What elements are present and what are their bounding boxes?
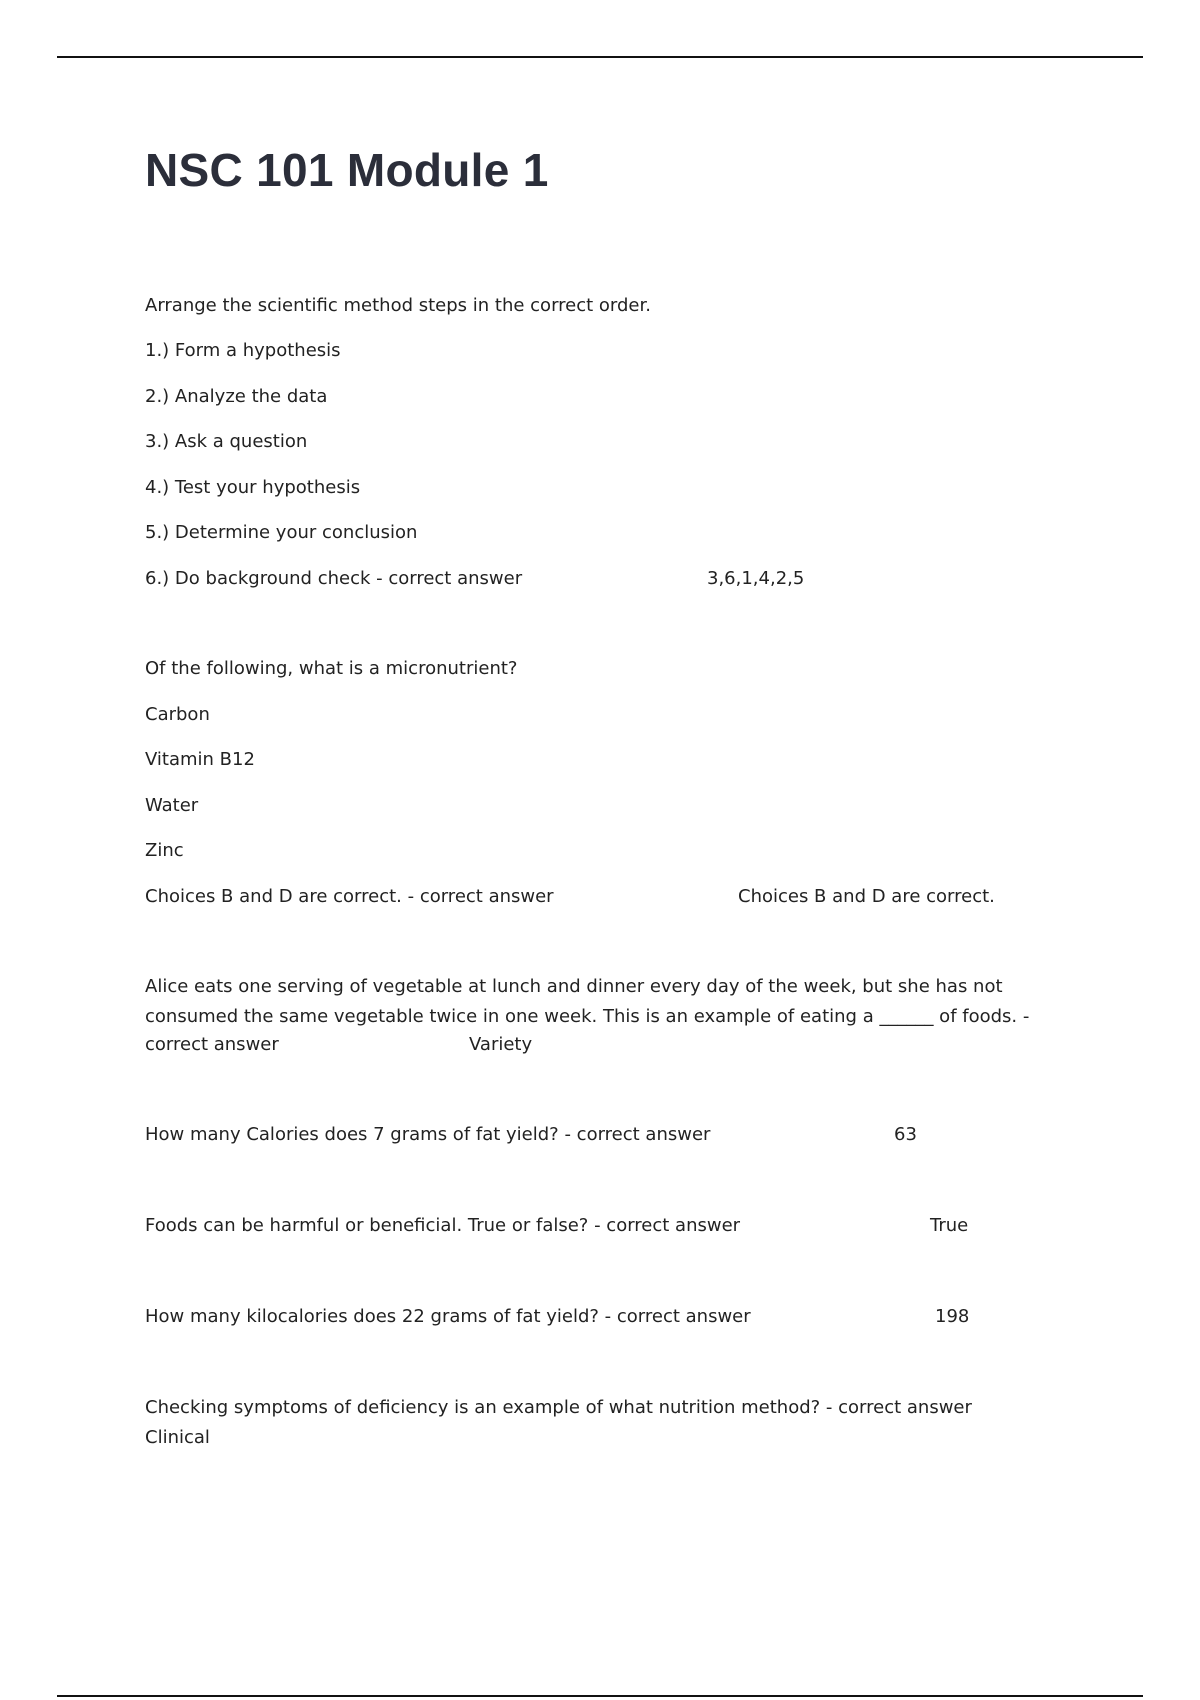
question-3-prompt-line-2: consumed the same vegetable twice in one week. This is an example of eating a ______ of foods. -	[145, 1006, 1030, 1027]
question-4-prompt: How many Calories does 7 grams of fat yield? - correct answer	[145, 1124, 711, 1145]
question-3-prompt-line-1: Alice eats one serving of vegetable at lunch and dinner every day of the week, but she has not	[145, 976, 1003, 997]
question-5-prompt: Foods can be harmful or beneficial. True or false? - correct answer	[145, 1215, 741, 1236]
question-1-option-1: 1.) Form a hypothesis	[145, 340, 341, 361]
question-2-option-4: Zinc	[145, 840, 184, 861]
question-1-option-2: 2.) Analyze the data	[145, 386, 328, 407]
question-1-option-4: 4.) Test your hypothesis	[145, 477, 361, 498]
question-3-answer: Variety	[469, 1034, 533, 1055]
question-7-prompt: Checking symptoms of deficiency is an example of what nutrition method? - correct answer	[145, 1397, 972, 1418]
page-title: NSC 101 Module 1	[145, 144, 549, 196]
question-2-option-5: Choices B and D are correct. - correct answer	[145, 886, 554, 907]
question-1-prompt: Arrange the scientific method steps in the correct order.	[145, 295, 651, 316]
question-7-answer: Clinical	[145, 1427, 210, 1448]
question-2-option-3: Water	[145, 795, 199, 816]
question-3-prompt-line-3: correct answer	[145, 1034, 279, 1055]
question-6-prompt: How many kilocalories does 22 grams of fat yield? - correct answer	[145, 1306, 751, 1327]
question-2-prompt: Of the following, what is a micronutrient?	[145, 658, 518, 679]
question-2-answer: Choices B and D are correct.	[738, 886, 995, 907]
question-6-answer: 198	[935, 1306, 970, 1327]
bottom-divider	[57, 1695, 1143, 1697]
question-1-option-5: 5.) Determine your conclusion	[145, 522, 418, 543]
question-1-option-6: 6.) Do background check - correct answer	[145, 568, 523, 589]
question-1-answer: 3,6,1,4,2,5	[707, 568, 805, 589]
question-2-option-2: Vitamin B12	[145, 749, 255, 770]
question-1-option-3: 3.) Ask a question	[145, 431, 308, 452]
top-divider	[57, 56, 1143, 58]
question-4-answer: 63	[894, 1124, 917, 1145]
question-5-answer: True	[930, 1215, 969, 1236]
question-2-option-1: Carbon	[145, 704, 210, 725]
